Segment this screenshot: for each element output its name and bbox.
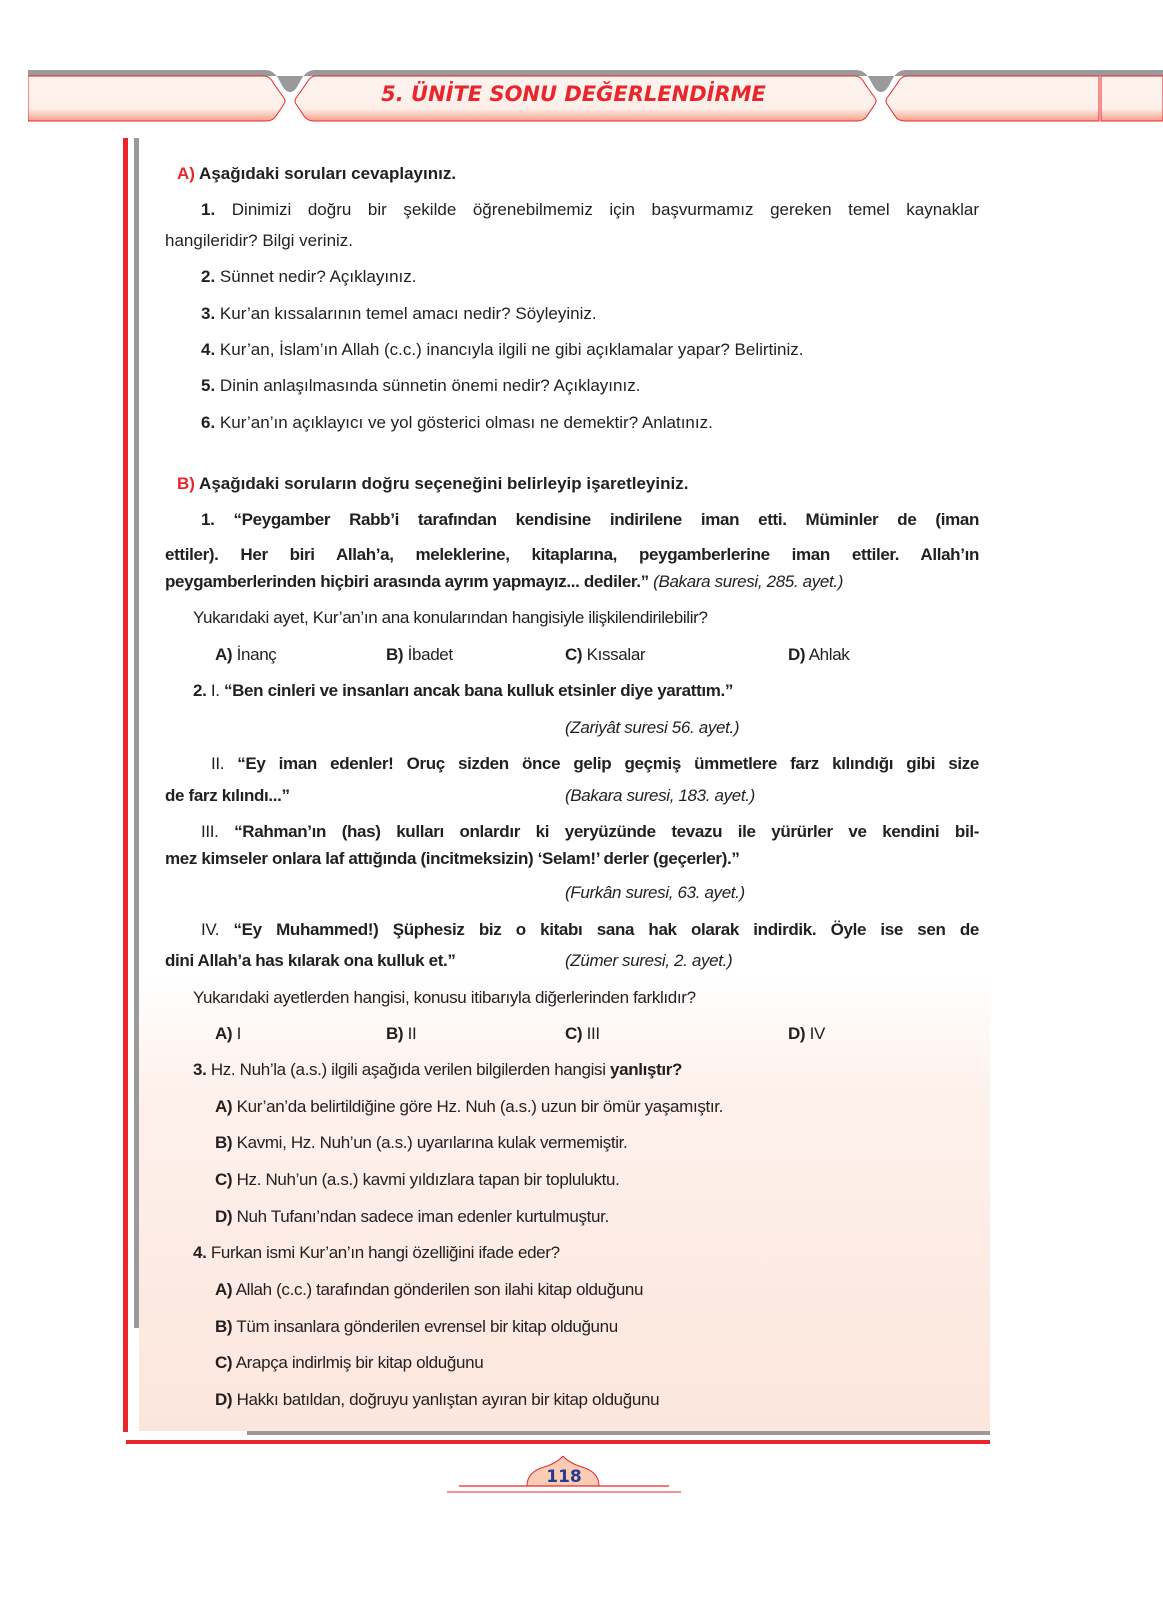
- option-b1-c[interactable]: C) Kıssalar: [565, 645, 646, 664]
- verse-2-source: (Bakara suresi, 183. ayet.): [565, 786, 755, 805]
- section-b-instruction: Aşağıdaki soruların doğru seçeneğini belirleyip işaretleyiniz.: [199, 474, 689, 493]
- section-b-heading: [177, 474, 688, 494]
- question-b4-stem: 4. Furkan ismi Kur’an’ın hangi özelliğini ifade eder?: [193, 1243, 560, 1262]
- option-b4-a[interactable]: A) Allah (c.c.) tarafından gönderilen son ilahi kitap olduğunu: [215, 1280, 644, 1299]
- panel-shadow-rule: [247, 1431, 990, 1435]
- page-number: 118: [546, 1467, 582, 1487]
- question-a2: 2. Sünnet nedir? Açıklayınız.: [201, 267, 417, 286]
- question-b1-quote-line1: 1. “Peygamber Rabb’i tarafından kendisine indirilene iman etti. Müminler de (iman: [201, 510, 980, 529]
- question-b3-stem: 3. Hz. Nuh’la (a.s.) ilgili aşağıda verilen bilgilerden hangisi yanlıştır?: [193, 1060, 683, 1079]
- option-b1-d[interactable]: D) Ahlak: [788, 645, 850, 664]
- section-b-label: B): [177, 474, 195, 493]
- verse-1-source: (Zariyât suresi 56. ayet.): [565, 718, 740, 737]
- option-b3-a[interactable]: A) Kur’an’da belirtildiğine göre Hz. Nuh (a.s.) uzun bir ömür yaşamıştır.: [215, 1097, 723, 1116]
- option-b3-d[interactable]: D) Nuh Tufanı’ndan sadece iman edenler kurtulmuştur.: [215, 1207, 609, 1226]
- option-b2-c[interactable]: C) III: [565, 1024, 600, 1043]
- section-a-instruction: Aşağıdaki soruları cevaplayınız.: [199, 164, 457, 183]
- question-a1-line2: hangileridir? Bilgi veriniz.: [165, 231, 354, 250]
- question-b2-verse-4-line2: dini Allah’a has kılarak ona kulluk et.”: [165, 951, 456, 970]
- question-b3-emphasis: yanlıştır?: [610, 1060, 683, 1079]
- option-b1-a[interactable]: A) İnanç: [215, 645, 277, 664]
- question-b2-verse-4-line1: IV. “Ey Muhammed!) Şüphesiz biz o kitabı sana hak olarak indirdik. Öyle ise sen de: [201, 920, 980, 939]
- unit-header-banner: [28, 70, 1163, 122]
- verse-3-source: (Furkân suresi, 63. ayet.): [565, 883, 745, 902]
- page-title: 5. ÜNİTE SONU DEĞERLENDİRME: [381, 82, 766, 106]
- question-a6: 6. Kur’an’ın açıklayıcı ve yol gösterici olması ne demektir? Anlatınız.: [201, 413, 713, 432]
- question-b2-verse-2-line1: II. “Ey iman edenler! Oruç sizden önce gelip geçmiş ümmetlere farz kılındığı gibi size: [211, 754, 979, 773]
- question-b2-stem: Yukarıdaki ayetlerden hangisi, konusu itibarıyla diğerlerinden farklıdır?: [193, 988, 696, 1007]
- option-b2-b[interactable]: B) II: [386, 1024, 417, 1043]
- section-a-label: A): [177, 164, 195, 183]
- question-a4: 4. Kur’an, İslam’ın Allah (c.c.) inancıyla ilgili ne gibi açıklamalar yapar? Belirtiniz.: [201, 340, 804, 359]
- question-a1-line1: 1. Dinimizi doğru bir şekilde öğrenebilmemiz için başvurmamız gereken temel kaynaklar: [201, 200, 979, 219]
- verse-4-source: (Zümer suresi, 2. ayet.): [565, 951, 733, 970]
- question-b2-verse-1: 2. I. “Ben cinleri ve insanları ancak bana kulluk etsinler diye yarattım.”: [193, 681, 734, 700]
- question-a5: 5. Dinin anlaşılmasında sünnetin önemi nedir? Açıklayınız.: [201, 376, 641, 395]
- question-b2-verse-3-line2: mez kimseler onlara laf attığında (incitmeksizin) ‘Selam!’ derler (geçerler).”: [165, 849, 740, 868]
- question-b1-quote-line2: ettiler). Her biri Allah’a, meleklerine, kitaplarına, peygamberlerine iman ettiler. Allah’ın: [165, 545, 979, 564]
- question-b1-stem: Yukarıdaki ayet, Kur’an’ın ana konularından hangisiyle ilişkilendirilebilir?: [193, 608, 708, 627]
- page-number-badge: [447, 1456, 681, 1498]
- option-b4-b[interactable]: B) Tüm insanlara gönderilen evrensel bir kitap olduğunu: [215, 1317, 618, 1336]
- verse-source: (Bakara suresi, 285. ayet.): [653, 572, 844, 591]
- option-b2-d[interactable]: D) IV: [788, 1024, 825, 1043]
- question-b2-verse-3-line1: III. “Rahman’ın (has) kulları onlardır ki yeryüzünde tevazu ile yürürler ve kendini bil-: [201, 822, 980, 841]
- question-b1-quote-line3: peygamberlerinden hiçbiri arasında ayrım yapmayız... dediler.” (Bakara suresi, 285. ayet.): [165, 572, 844, 591]
- option-b3-c[interactable]: C) Hz. Nuh’un (a.s.) kavmi yıldızlara tapan bir topluluktu.: [215, 1170, 620, 1189]
- section-a-heading: [177, 164, 456, 184]
- bottom-red-rule: [126, 1440, 990, 1444]
- option-b1-b[interactable]: B) İbadet: [386, 645, 453, 664]
- question-b2-verse-2-line2: de farz kılındı...”: [165, 786, 290, 805]
- option-b3-b[interactable]: B) Kavmi, Hz. Nuh’un (a.s.) uyarılarına kulak vermemiştir.: [215, 1133, 628, 1152]
- option-b4-c[interactable]: C) Arapça indirlmiş bir kitap olduğunu: [215, 1353, 484, 1372]
- option-b4-d[interactable]: D) Hakkı batıldan, doğruyu yanlıştan ayıran bir kitap olduğunu: [215, 1390, 660, 1409]
- left-margin-red-bar: [123, 138, 128, 1432]
- question-a3: 3. Kur’an kıssalarının temel amacı nedir? Söyleyiniz.: [201, 304, 597, 323]
- option-b2-a[interactable]: A) I: [215, 1024, 241, 1043]
